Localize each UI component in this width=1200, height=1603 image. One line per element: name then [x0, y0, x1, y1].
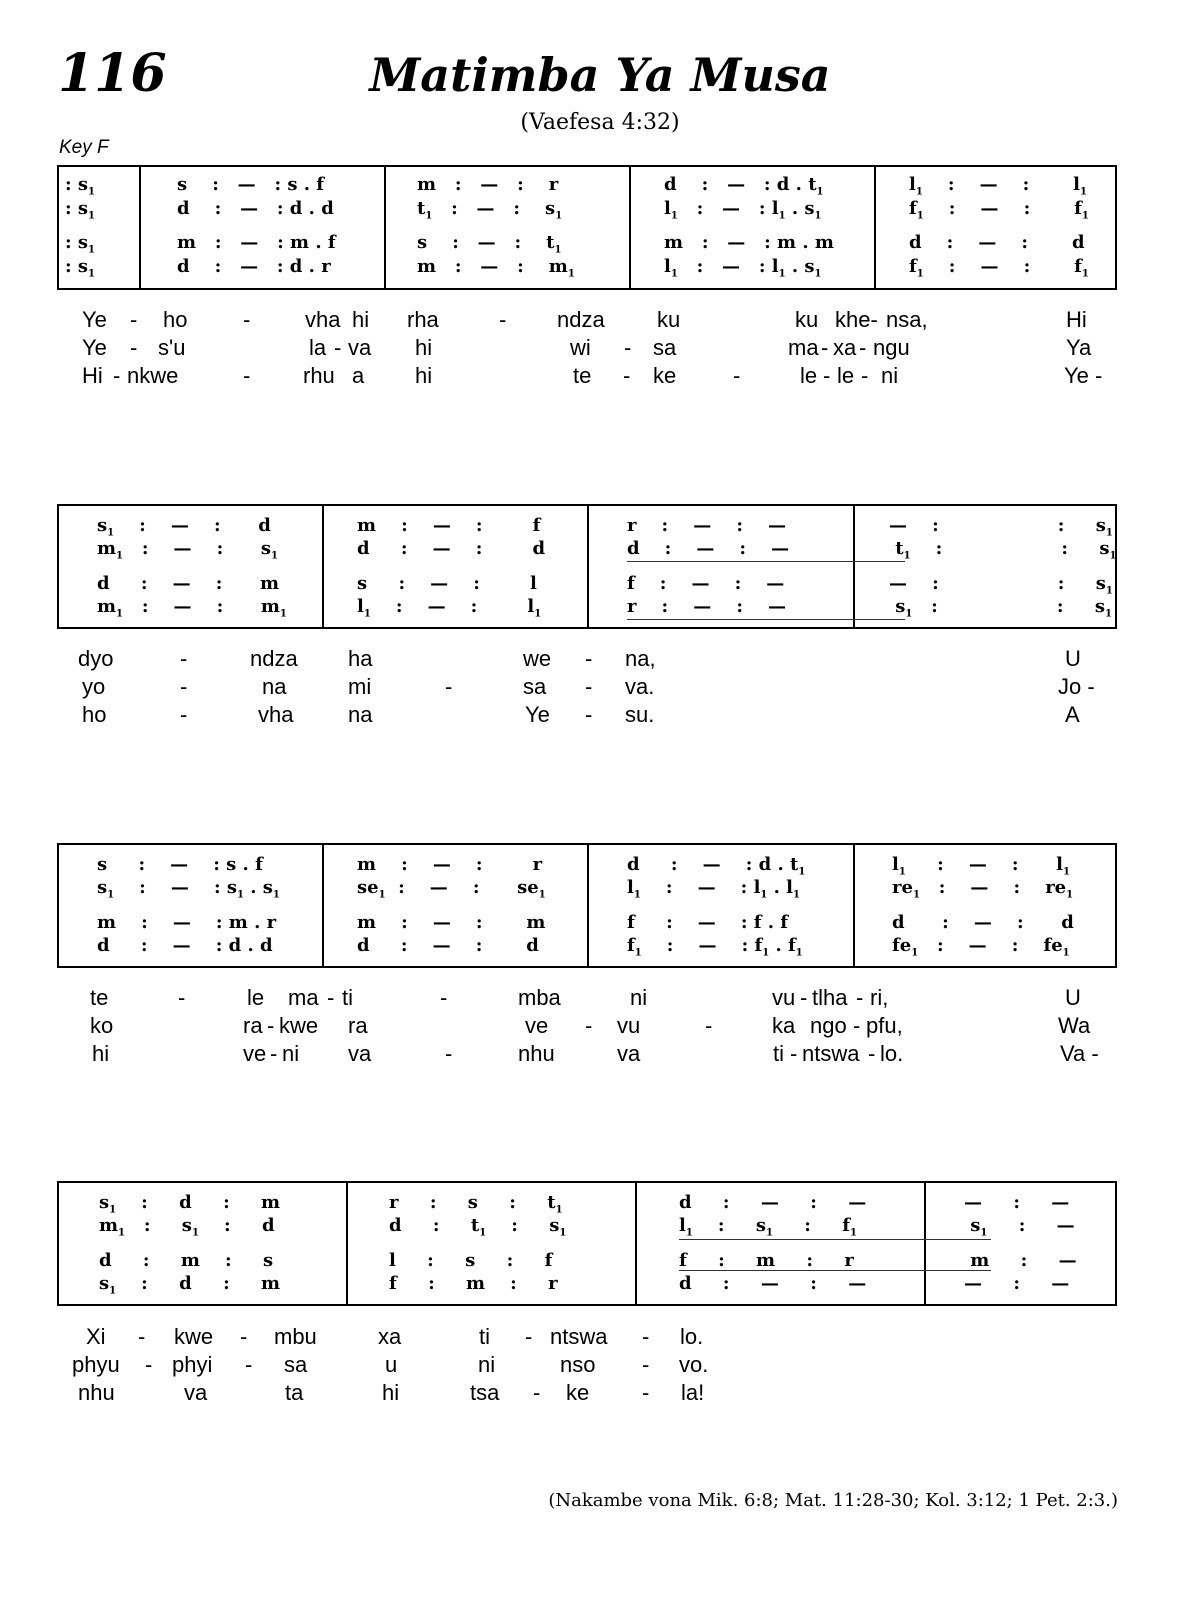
notation-text: $l_1$ : — : $l_1$ . $s_1$: [664, 256, 822, 280]
barline: [629, 167, 631, 288]
notation-text: $m_1$ : — : $s_1$: [97, 538, 278, 562]
notation-text: : $s_1$: [65, 256, 96, 280]
notation-text: m : — : r: [357, 854, 543, 875]
notation-text: $s_1$ : d : m: [99, 1273, 281, 1297]
hold-line: [627, 561, 905, 562]
barline: [384, 167, 386, 288]
hymn-title: Matimba Ya Musa: [369, 48, 831, 102]
music-system-1: [57, 165, 1117, 290]
notation-text: — : —: [964, 1273, 1070, 1294]
lyrics-block-3: te - le ma - ti - mba ni vu - tlha - ri, U ko ra - kwe ra ve - vu - ka ngo - pfu, Wa hi ve - ni va - nhu va ti - ntswa - lo. Va -: [90, 985, 1099, 1066]
notation-text: d : — : —: [679, 1192, 867, 1213]
notation-text: d : — : m: [97, 573, 279, 594]
notation-text: d : — : d . d: [177, 198, 334, 219]
barline: [635, 1183, 637, 1304]
notation-text: $f_1$ : — : $f_1$: [909, 256, 1089, 280]
notation-text: $s_1$ : —: [964, 1215, 1075, 1239]
music-system-3: [57, 843, 1117, 968]
notation-text: $s_1$ : d : m: [99, 1192, 281, 1216]
notation-text: $m_1$ : $s_1$ : d: [99, 1215, 275, 1239]
notation-text: $se_1$ : — : $se_1$: [357, 877, 546, 901]
barline: [853, 845, 855, 966]
barline: [924, 1183, 926, 1304]
notation-text: m : — : m . m: [664, 232, 834, 253]
notation-text: $l_1$ : — : $l_1$ . $l_1$: [627, 877, 800, 901]
notation-text: : $s_1$: [65, 232, 96, 256]
barline: [587, 506, 589, 627]
notation-text: $l_1$ : — : $l_1$: [892, 854, 1070, 878]
notation-text: $s_1$ : — : d: [97, 515, 271, 539]
music-system-4: [57, 1181, 1117, 1306]
footer-references: (Nakambe vona Mik. 6:8; Mat. 11:28-30; Kol. 3:12; 1 Pet. 2:3.): [548, 1490, 1118, 1511]
notation-text: d : — : —: [627, 538, 790, 559]
notation-text: m : — : r: [417, 174, 559, 195]
lyrics-block-2: dyo - ndza ha we - na, U yo - na mi - sa - va. Jo - ho - vha na Ye - su. A: [78, 646, 1095, 727]
barline: [587, 845, 589, 966]
notation-text: $l_1$ : — : $l_1$: [357, 596, 542, 620]
notation-text: d : — : d . $t_1$: [664, 174, 824, 198]
lyrics-block-4: Xi - kwe - mbu xa ti - ntswa - lo. phyu - phyi - sa u ni nso - vo. nhu va ta hi tsa - ke - la!: [72, 1324, 709, 1405]
notation-text: $t_1$ : — : $s_1$: [417, 198, 563, 222]
notation-text: d : m : s: [99, 1250, 274, 1271]
notation-text: — : : $s_1$: [889, 515, 1113, 539]
notation-text: m : — : $m_1$: [417, 256, 575, 280]
notation-text: f : — : —: [627, 573, 785, 594]
notation-text: r : — : —: [627, 596, 787, 617]
notation-text: : $s_1$: [65, 198, 96, 222]
notation-text: $f_1$ : — : $f_1$ . $f_1$: [627, 935, 803, 959]
notation-text: $l_1$ : $s_1$ : $f_1$: [679, 1215, 857, 1239]
notation-text: m : — : m . r: [97, 912, 277, 933]
notation-text: f : — : f . f: [627, 912, 789, 933]
notation-text: r : — : —: [627, 515, 787, 536]
notation-text: : $s_1$: [65, 174, 96, 198]
barline: [346, 1183, 348, 1304]
notation-text: s : — : l: [357, 573, 537, 594]
notation-text: $t_1$ : : $s_1$: [889, 538, 1117, 562]
hold-line: [627, 619, 905, 620]
notation-text: m : — : m . f: [177, 232, 336, 253]
notation-text: d : — : d: [357, 935, 539, 956]
notation-text: m : — : f: [357, 515, 541, 536]
notation-text: d : — : d: [357, 538, 546, 559]
notation-text: m : —: [964, 1250, 1077, 1271]
music-system-2: [57, 504, 1117, 629]
notation-text: $fe_1$ : — : $fe_1$: [892, 935, 1070, 959]
hold-line: [679, 1270, 991, 1271]
key-signature: Key F: [59, 137, 109, 158]
notation-text: d : — : d . r: [177, 256, 331, 277]
notation-text: s : — : s . f: [177, 174, 325, 195]
notation-text: d : $t_1$ : $s_1$: [389, 1215, 567, 1239]
notation-text: d : — : —: [679, 1273, 867, 1294]
hymn-number: 116: [58, 43, 167, 104]
notation-text: l : s : f: [389, 1250, 553, 1271]
notation-text: $l_1$ : — : $l_1$ . $s_1$: [664, 198, 822, 222]
notation-text: f : m : r: [389, 1273, 558, 1294]
notation-text: s : — : s . f: [97, 854, 263, 875]
barline: [853, 506, 855, 627]
barline: [322, 845, 324, 966]
notation-text: r : s : $t_1$: [389, 1192, 563, 1216]
notation-text: $s_1$ : : $s_1$: [889, 596, 1112, 620]
notation-text: d : — : d . $t_1$: [627, 854, 806, 878]
notation-text: d : — : d . d: [97, 935, 273, 956]
barline: [139, 167, 141, 288]
lyrics-block-1: Ye - ho - vha hi rha - ndza ku ku khe- nsa, Hi Ye - s'u la - va hi wi - sa ma - xa - ngu Ya Hi - nkwe - rhu a hi te - ke - le - le - ni Ye -: [82, 307, 1103, 388]
hold-line: [679, 1239, 991, 1240]
notation-text: $l_1$ : — : $l_1$: [909, 174, 1087, 198]
barline: [874, 167, 876, 288]
notation-text: d : — : d: [909, 232, 1085, 253]
barline: [322, 506, 324, 627]
notation-text: m : — : m: [357, 912, 546, 933]
notation-text: s : — : $t_1$: [417, 232, 562, 256]
scripture-reference: (Vaefesa 4:32): [520, 110, 680, 135]
notation-text: d : — : d: [892, 912, 1074, 933]
notation-text: $s_1$ : — : $s_1$ . $s_1$: [97, 877, 280, 901]
notation-text: $re_1$ : — : $re_1$: [892, 877, 1074, 901]
notation-text: $m_1$ : — : $m_1$: [97, 596, 287, 620]
notation-text: — : —: [964, 1192, 1070, 1213]
notation-text: f : m : r: [679, 1250, 854, 1271]
notation-text: — : : $s_1$: [889, 573, 1113, 597]
notation-text: $f_1$ : — : $f_1$: [909, 198, 1089, 222]
